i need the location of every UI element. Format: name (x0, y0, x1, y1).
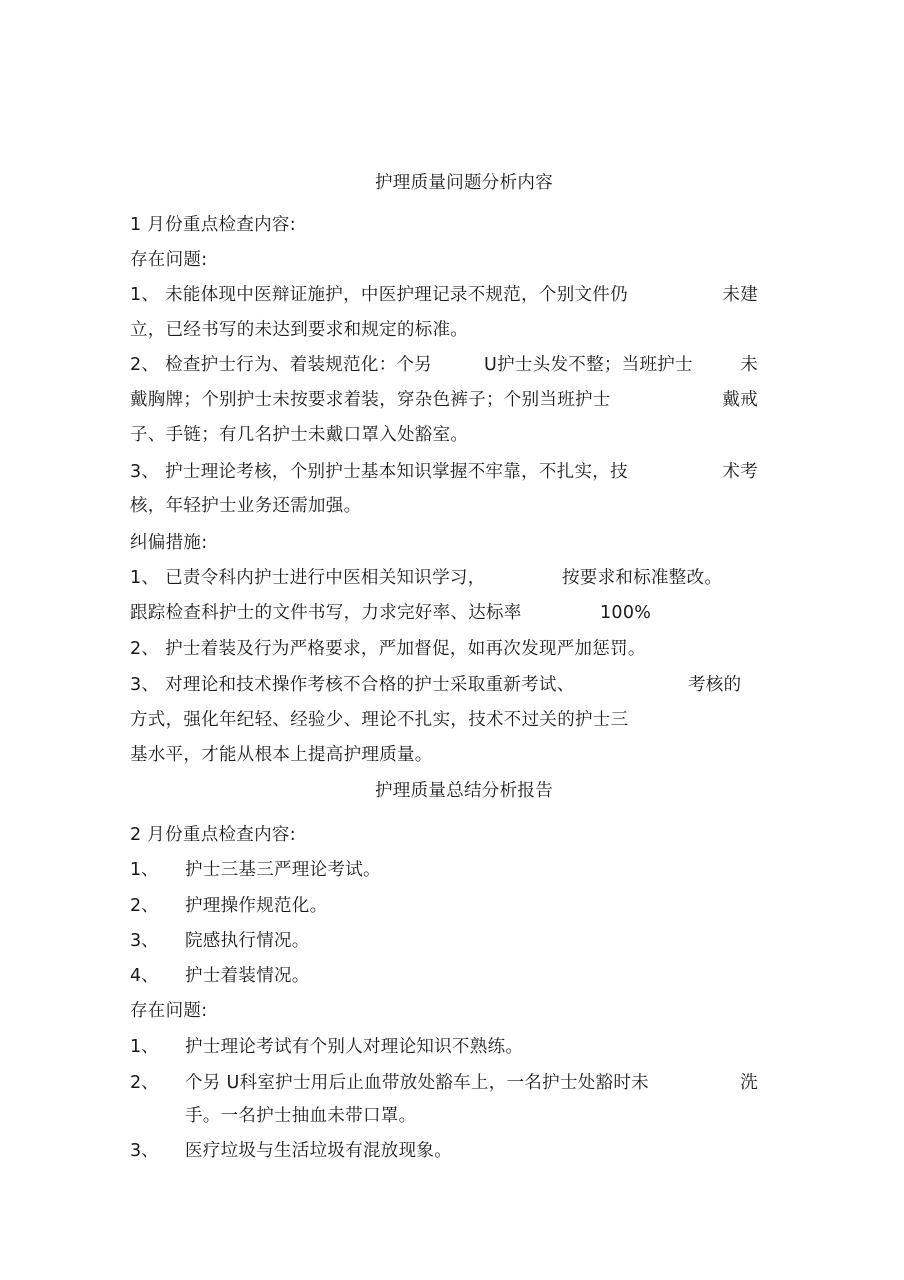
s2-problem2-line1-text: 个另 U科室护士用后止血带放处豁车上，一名护士处豁时未 (185, 1073, 649, 1093)
measure3-line2: 方式，强化年纪轻、经验少、理论不扎实，技术不过关的护士三 (130, 710, 629, 730)
item4-number: 4、 (130, 966, 159, 986)
s2-problem2-line1 (185, 1071, 758, 1095)
measure1-line1 (130, 566, 758, 590)
problem3-line1-end: 术考 (722, 462, 758, 482)
problem2-line3: 子、手链；有几名护士未戴口罩入处豁室。 (130, 425, 469, 445)
problem3-line1-text: 3、 护士理论考核，个别护士基本知识掌握不牢靠，不扎实，技 (130, 462, 628, 482)
section1-title: 护理质量问题分析内容 (375, 173, 553, 193)
s2-problem2-line1-end: 洗 (740, 1073, 758, 1093)
item2-text: 护理操作规范化。 (185, 896, 328, 916)
item4-text: 护士着装情况。 (185, 966, 310, 986)
item1-number: 1、 (130, 860, 159, 880)
measure3-line1-end: 考核的 (688, 675, 742, 695)
measure1-line2-text: 跟踪检查科护士的文件书写，力求完好率、达标率 (130, 603, 522, 623)
problem2-line1-end: 未 (740, 355, 758, 375)
problem2-line1 (130, 353, 758, 377)
problem2-line1-mid: U护士头发不整；当班护士 (484, 355, 693, 375)
problem3-line2: 核，年轻护士业务还需加强。 (130, 496, 362, 516)
problem2-line1-text: 2、 检查护士行为、着装规范化：个另 (130, 355, 433, 375)
item2-number: 2、 (130, 896, 159, 916)
s2-problem3-text: 医疗垃圾与生活垃圾有混放现象。 (185, 1141, 452, 1161)
problem1-line1-text: 1、 未能体现中医辩证施护，中医护理记录不规范，个别文件仍 (130, 285, 628, 305)
measure2: 2、 护士着装及行为严格要求，严加督促，如再次发现严加惩罚。 (130, 639, 646, 659)
item3-number: 3、 (130, 931, 159, 951)
measure3-line3: 基水平，才能从根本上提高护理质量。 (130, 745, 433, 765)
s2-problem1-text: 护士理论考试有个别人对理论知识不熟练。 (185, 1037, 524, 1057)
problem2-line2-end: 戴戒 (722, 390, 758, 410)
measure1-line2 (130, 601, 758, 625)
problem3-line1 (130, 460, 758, 484)
s2-problem2-number: 2、 (130, 1073, 159, 1093)
problem1-line1-end: 未建 (722, 285, 758, 305)
s2-problem3-number: 3、 (130, 1141, 159, 1161)
section2-problems-heading: 存在问题: (130, 1001, 208, 1021)
problem1-line1 (130, 283, 758, 307)
measure1-line1-text: 1、 已责令科内护士进行中医相关知识学习， (130, 568, 486, 588)
s2-problem2-line2: 手。一名护士抽血未带口罩。 (185, 1106, 417, 1126)
problem1-line2: 立，已经书写的未达到要求和规定的标准。 (130, 320, 469, 340)
measure1-line2-end: 100% (600, 603, 652, 623)
section2-month-heading: 2 月份重点检查内容: (130, 825, 296, 845)
problem2-line2 (130, 388, 758, 412)
s2-problem1-number: 1、 (130, 1037, 159, 1057)
section1-month-heading: 1 月份重点检查内容: (130, 215, 296, 235)
section2-title: 护理质量总结分析报告 (375, 781, 553, 801)
measure3-line1-text: 3、 对理论和技术操作考核不合格的护士采取重新考试、 (130, 675, 575, 695)
measure3-line1 (130, 673, 758, 697)
item3-text: 院感执行情况。 (185, 931, 310, 951)
measures-heading: 纠偏措施: (130, 533, 208, 553)
section1-problems-heading: 存在问题: (130, 250, 208, 270)
item1-text: 护士三基三严理论考试。 (185, 860, 381, 880)
measure1-line1-end: 按要求和标准整改。 (562, 568, 723, 588)
problem2-line2-text: 戴胸牌；个别护士未按要求着装，穿杂色裤子；个别当班护士 (130, 390, 611, 410)
